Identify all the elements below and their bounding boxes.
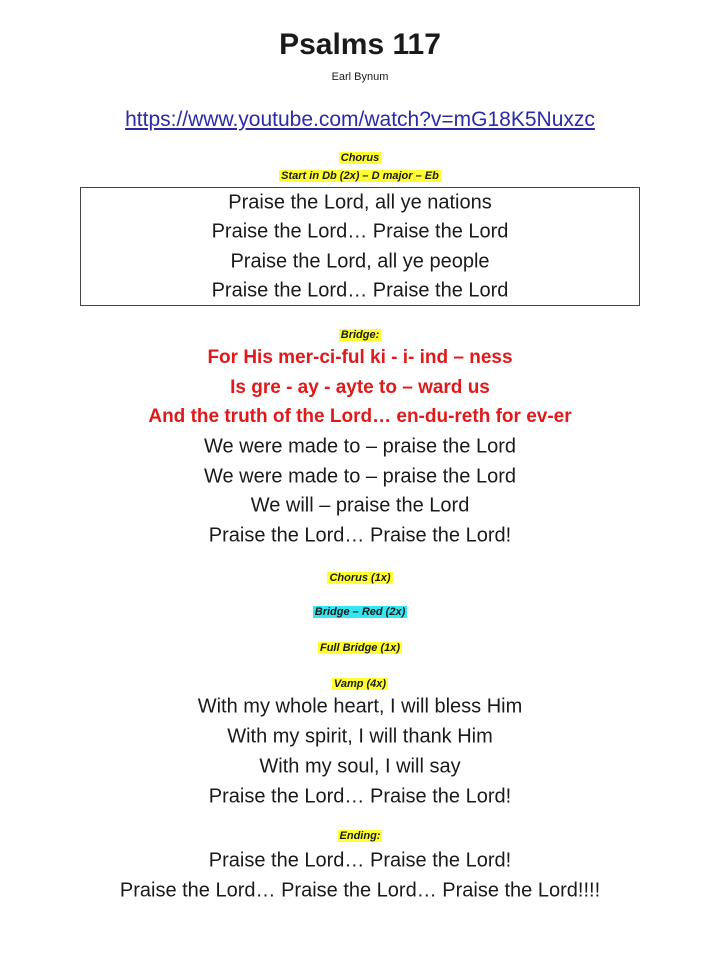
vamp-line: With my soul, I will say [259, 755, 461, 778]
chorus-line: Praise the Lord… Praise the Lord [211, 279, 509, 302]
key-note [0, 170, 720, 182]
key-note-text: Start in Db (2x) – D major – Eb [281, 170, 439, 182]
bridge-label-text: Bridge: [340, 329, 380, 341]
bridge-line: We will – praise the Lord [250, 494, 470, 517]
bridge-red-line: And the truth of the Lord… en-du-reth for ev-er [148, 406, 572, 427]
youtube-link[interactable]: https://www.youtube.com/watch?v=mG18K5Nuxzc [125, 108, 595, 131]
vamp-line: With my spirit, I will thank Him [227, 725, 493, 748]
chorus-label [0, 152, 720, 164]
order-item-text: Bridge – Red (2x) [314, 606, 406, 618]
bridge-red-line: Is gre - ay - ayte to – ward us [230, 377, 490, 398]
chorus-line: Praise the Lord, all ye people [230, 250, 490, 273]
ending-line: Praise the Lord… Praise the Lord! [208, 849, 512, 872]
order-item-text: Chorus (1x) [329, 572, 391, 584]
vamp-line: With my whole heart, I will bless Him [197, 695, 523, 718]
song-author: Earl Bynum [331, 71, 389, 83]
bridge-line: We were made to – praise the Lord [203, 465, 517, 488]
ending-label [0, 830, 720, 842]
vamp-line: Praise the Lord… Praise the Lord! [208, 785, 512, 808]
chorus-line: Praise the Lord… Praise the Lord [211, 220, 509, 243]
order-item [0, 572, 720, 584]
order-item [0, 606, 720, 618]
chorus-label-text: Chorus [340, 152, 380, 164]
order-item-text: Full Bridge (1x) [319, 642, 401, 654]
bridge-red-line: For His mer-ci-ful ki - i- ind – ness [207, 347, 513, 368]
bridge-label [0, 329, 720, 341]
ending-line: Praise the Lord… Praise the Lord… Praise the Lord!!!! [119, 879, 601, 902]
ending-label-text: Ending: [339, 830, 381, 842]
order-item [0, 642, 720, 654]
vamp-label-text: Vamp (4x) [333, 678, 387, 690]
vamp-label [0, 678, 720, 690]
bridge-line: We were made to – praise the Lord [203, 435, 517, 458]
bridge-line: Praise the Lord… Praise the Lord! [208, 524, 512, 547]
chorus-line: Praise the Lord, all ye nations [228, 191, 492, 214]
song-title: Psalms 117 [279, 28, 441, 61]
